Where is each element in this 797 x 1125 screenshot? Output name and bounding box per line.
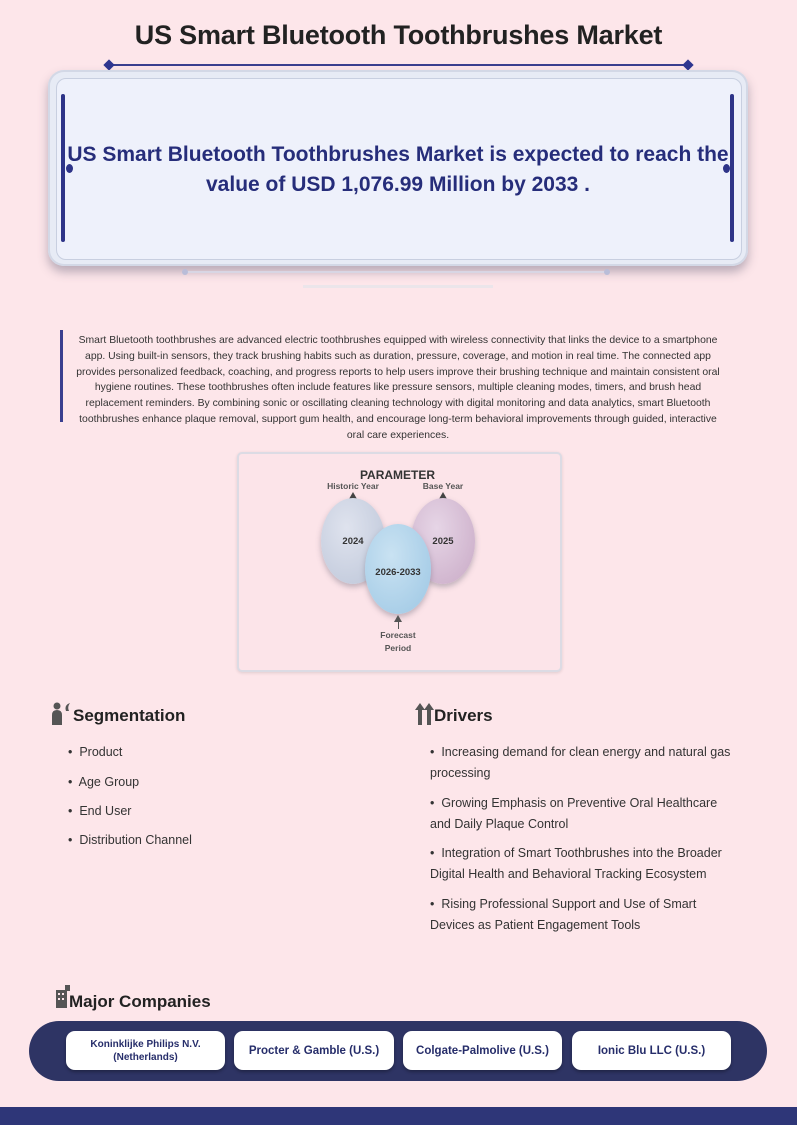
historic-year-label: Historic Year [327,481,379,491]
segmentation-item: • Distribution Channel [68,833,192,847]
forecast-period-label [368,629,428,655]
company-card: Procter & Gamble (U.S.) [234,1031,394,1070]
driver-item-label: Increasing demand for clean energy and natural gas processing [430,745,731,780]
driver-item: • Increasing demand for clean energy and natural gas processing [430,745,731,780]
driver-item-label: Growing Emphasis on Preventive Oral Healthcare and Daily Plaque Control [430,796,718,831]
banner-underline-dot-right [604,269,610,275]
banner-right-bar [730,94,734,242]
base-year-value: 2025 [432,536,454,547]
segmentation-item: • Age Group [68,775,140,789]
company-card: Ionic Blu LLC (U.S.) [572,1031,731,1070]
drivers-heading: Drivers [434,706,493,725]
market-description: Smart Bluetooth toothbrushes are advanced electric toothbrushes equipped with wireless connectivity that links the device to a smartphone app. Using built-in sensors, they track brushing habits such as duration, pressure, coverage, and motion in real time. The connected app provides personalized feedback, coaching, and progress reports to help users improve their brushing technique and maintain consistent oral hygiene routines. These toothbrushes often include features like pressure sensors, multiple cleaning modes, timers, and brush head replacement reminders. By combining sonic or oscillating cleaning technology with digital monitoring and data analytics, smart Bluetooth toothbrushes enhance plaque removal, support gum health, and encourage long-term behavioral improvements through guided, interactive oral care experiences. [76,335,720,441]
page-title: US Smart Bluetooth Toothbrushes Market [134,20,663,50]
up-arrows-icon [414,701,436,727]
description-accent-bar [60,330,63,422]
segmentation-item: • Product [68,745,123,759]
footer-bar [0,1107,797,1125]
forecast-label-line2: Period [384,643,412,653]
forecast-arrow-stem [398,621,399,629]
segmentation-heading: Segmentation [73,706,186,725]
driver-item: • Growing Emphasis on Preventive Oral Healthcare and Daily Plaque Control [430,796,718,831]
segmentation-item-label: Distribution Channel [79,833,192,847]
parameter-title: PARAMETER [359,468,436,482]
driver-item: • Rising Professional Support and Use of Smart Devices as Patient Engagement Tools [430,897,697,932]
company-card: Koninklijke Philips N.V. (Netherlands) [66,1031,225,1070]
segmentation-item-label: End User [79,804,132,818]
companies-heading: Major Companies [69,992,211,1011]
title-divider [106,64,690,66]
divider-diamond-right [682,59,693,70]
base-year-label: Base Year [422,481,464,491]
market-headline: US Smart Bluetooth Toothbrushes Market is expected to reach the value of USD 1,076.99 Million by 2033 . [67,143,729,196]
banner-left-bar [61,94,65,242]
banner-underline-dot-left [182,269,188,275]
people-segment-icon [50,701,74,727]
banner-underline-secondary [303,285,493,288]
forecast-period-value: 2026-2033 [375,567,421,578]
segmentation-item-label: Product [79,745,123,759]
driver-item-label: Rising Professional Support and Use of Smart Devices as Patient Engagement Tools [430,897,697,932]
segmentation-item-label: Age Group [78,775,140,789]
driver-item: • Integration of Smart Toothbrushes into the Broader Digital Health and Behavioral Tracking Ecosystem [430,846,722,881]
segmentation-item: • End User [68,804,132,818]
driver-item-label: Integration of Smart Toothbrushes into the Broader Digital Health and Behavioral Tracking Ecosystem [430,846,722,881]
company-card: Colgate-Palmolive (U.S.) [403,1031,562,1070]
divider-diamond-left [103,59,114,70]
forecast-label-line1: Forecast [380,630,416,640]
banner-underline [185,271,607,273]
historic-year-value: 2024 [342,536,364,547]
